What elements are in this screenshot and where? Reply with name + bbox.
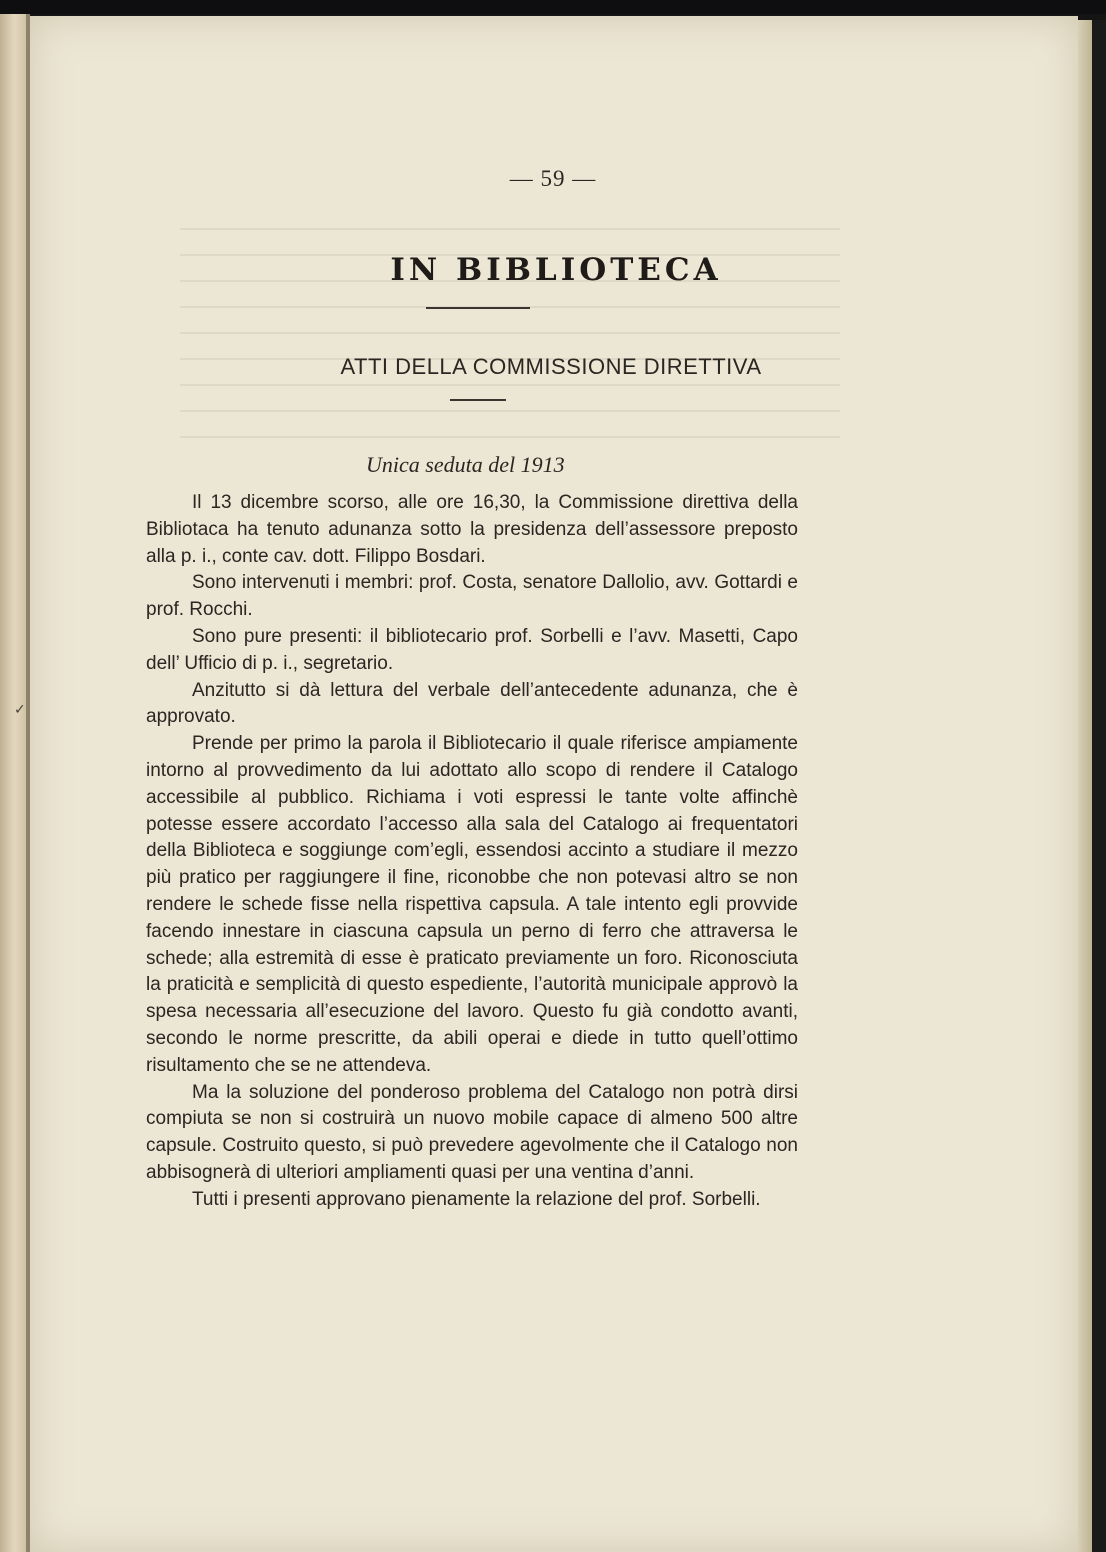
session-heading: Unica seduta del 1913 [366, 452, 565, 477]
paragraph: Anzitutto si dà lettura del verbale dell’antecedente adunanza, che è approvato. [146, 679, 798, 728]
show-through-text [180, 212, 840, 452]
paragraph: Il 13 dicembre scorso, alle ore 16,30, la Commissione direttiva della Bibliotaca ha tenuto adunanza sotto la presidenza dell’assessore preposto alla p. i., conte cav. dott. Filippo Bosdari. [146, 492, 798, 567]
paragraph: Prende per primo la parola il Bibliotecario il quale riferisce ampiamente intorno al provvedimento da lui adottato allo scopo di rendere il Catalogo accessibile al pubblico. Richiama i voti espressi le tante volte affinchè potesse essere accordato l’accesso alla sala del Catalogo ai frequentatori della Biblioteca e soggiunge com’egli, essendosi accinto a studiare il mezzo più pratico per raggiungere il fine, riconobbe che non potevasi altro se non rendere le schede fisse nella rispettiva capsula. A tale intento egli provvide facendo innestare in ciascuna capsula un perno di ferro che attraversa le schede; alla estremità di esse è praticato previamente un foro. Riconosciuta la praticità e semplicità di questo espediente, l’autorità municipale approvò la spesa necessaria all’esecuzione del lavoro. Questo fu già condotto avanti, secondo le norme prescritte, da abili operai e diede in tutto quell’ottimo risultamento che se ne attendeva. [146, 733, 798, 1076]
title-rule [426, 307, 530, 309]
margin-mark: ✓ [14, 702, 26, 718]
section-title: IN BIBLIOTECA [390, 252, 722, 288]
paragraph: Sono pure presenti: il bibliotecario prof. Sorbelli e l’avv. Masetti, Capo dell’ Ufficio di p. i., segretario. [146, 625, 798, 674]
body-text [146, 490, 798, 1214]
scan-border-right [1092, 20, 1106, 1552]
page-number: — 59 — [509, 166, 597, 191]
scan-border-top [0, 0, 1106, 14]
subtitle: ATTI DELLA COMMISSIONE DIRETTIVA [340, 354, 762, 379]
paragraph: Ma la soluzione del ponderoso problema del Catalogo non potrà dirsi compiuta se non si costruirà un nuovo mobile capace di almeno 500 altre capsule. Costruito questo, si può prevedere agevolmente che il Catalogo non abbisognerà di ulteriori ampliamenti quasi per una ventina d’anni. [146, 1081, 798, 1183]
subtitle-rule [450, 399, 506, 401]
facing-page-edge [0, 14, 26, 1552]
paragraph: Tutti i presenti approvano pienamente la relazione del prof. Sorbelli. [192, 1188, 761, 1210]
paragraph: Sono intervenuti i membri: prof. Costa, senatore Dallolio, avv. Gottardi e prof. Rocchi. [146, 572, 798, 621]
